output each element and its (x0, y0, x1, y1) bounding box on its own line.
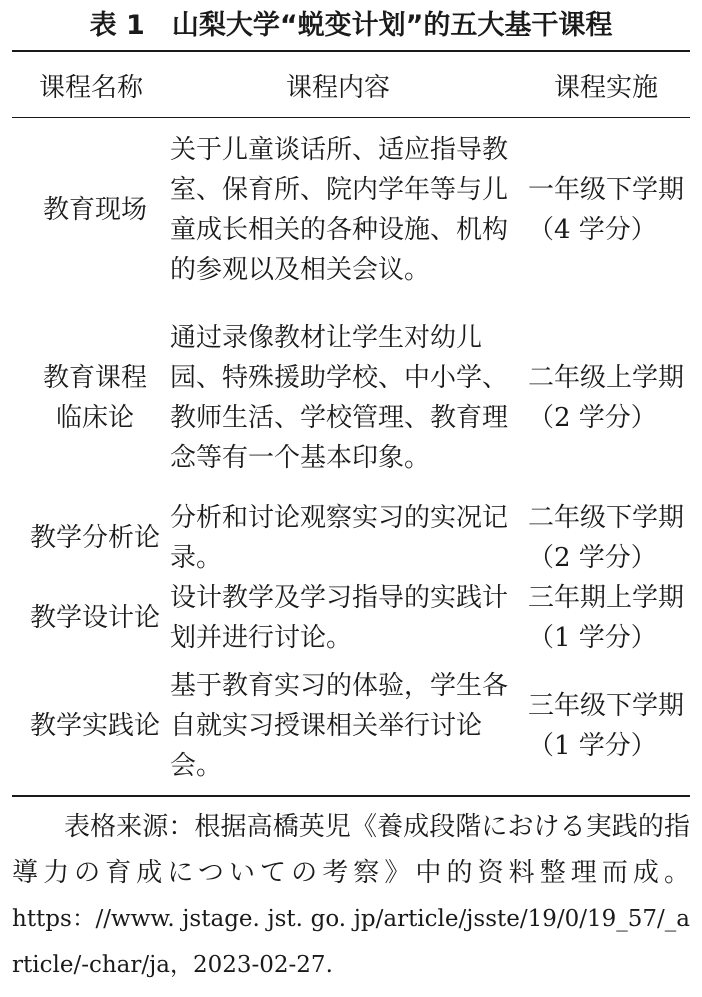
course-schedule-cell: 三年级下学期（1 学分） (528, 691, 685, 761)
table-row (12, 132, 690, 288)
table-row (12, 498, 690, 578)
course-schedule-cell: 一年级下学期（4 学分） (528, 175, 685, 245)
top-rule (12, 50, 690, 52)
bottom-rule (12, 795, 690, 797)
course-name-cell: 教学分析论 (29, 523, 160, 553)
header-course-schedule: 课程实施 (553, 72, 658, 103)
course-schedule-cell: 三年期上学期（1 学分） (528, 583, 685, 653)
course-schedule-cell: 二年级上学期（2 学分） (528, 363, 685, 433)
course-content-cell: 通过录像教材让学生对幼儿园、特殊援助学校、中小学、教师生活、学校管理、教育理念等有一个基本印象。 (170, 323, 509, 473)
header-course-content: 课程内容 (285, 72, 390, 103)
source-note-url: https：//www. jstage. jst. go. jp/article/jsste/19/0/19_57/_article/-char/ja，2023-02-27. (12, 906, 690, 978)
course-content-cell: 关于儿童谈话所、适应指导教室、保育所、院内学年等与儿童成长相关的各种设施、机构的参观以及相关会议。 (170, 135, 509, 285)
course-name-cell: 教学实践论 (29, 711, 160, 741)
table-header-row (12, 54, 690, 116)
table-row (12, 320, 690, 476)
course-name-cell: 教育课程临床论 (42, 363, 147, 433)
course-content-cell: 基于教育实习的体验，学生各自就实习授课相关举行讨论会。 (170, 671, 509, 781)
table-title: 表 1 山梨大学“蜕变计划”的五大基干课程 (89, 10, 613, 41)
source-note-text: 表格来源：根据高橋英児《養成段階における実践的指導力の育成についての考察》中的资料整理而成。 (12, 812, 690, 888)
course-content-cell: 设计教学及学习指导的实践计划并进行讨论。 (170, 583, 509, 653)
table-row (12, 666, 690, 786)
source-note (12, 804, 690, 988)
table-row (12, 578, 690, 658)
course-schedule-cell: 二年级下学期（2 学分） (528, 503, 685, 573)
course-name-cell: 教育现场 (42, 195, 147, 225)
course-content-cell: 分析和讨论观察实习的实况记录。 (170, 503, 509, 573)
course-name-cell: 教学设计论 (29, 603, 160, 633)
header-course-name: 课程名称 (38, 72, 143, 103)
header-rule (12, 117, 690, 118)
